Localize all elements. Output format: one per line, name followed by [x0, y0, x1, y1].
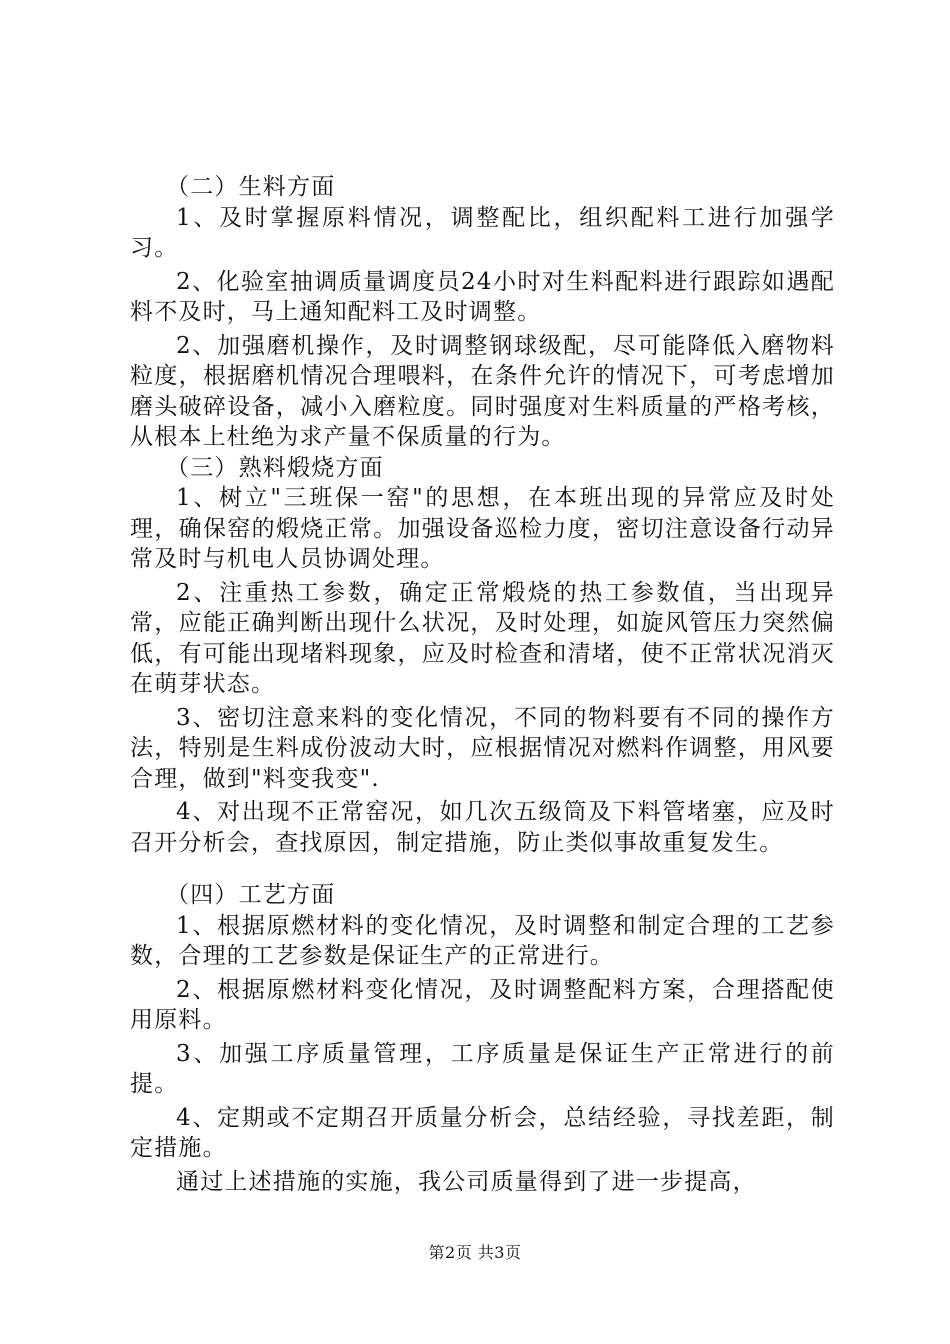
paragraph: 2、加强磨机操作，及时调整钢球级配，尽可能降低入磨物料粒度，根据磨机情况合理喂料，在条件允许的情况下，可考虑增加磨头破碎设备，减小入磨粒度。同时强度对生料质量的严格考核，从根本上杜绝为求产量不保质量的行为。	[130, 332, 835, 450]
paragraph: 3、加强工序质量管理，工序质量是保证生产正常进行的前提。	[130, 1040, 835, 1097]
paragraph: 2、注重热工参数，确定正常煅烧的热工参数值，当出现异常，应能正确判断出现什么状况，及时处理，如旋风管压力突然偏低，有可能出现堵料现象，应及时检查和清堵，使不正常状况消灭在萌芽状态。	[130, 579, 835, 697]
paragraph: 1、根据原燃材料的变化情况，及时调整和制定合理的工艺参数，合理的工艺参数是保证生产的正常进行。	[130, 912, 835, 969]
paragraph: 1、树立"三班保一窑"的思想，在本班出现的异常应及时处理，确保窑的煅烧正常。加强设备巡检力度，密切注意设备行动异常及时与机电人员协调处理。	[130, 485, 835, 572]
section-heading: （二）生料方面	[166, 174, 336, 200]
paragraph: 通过上述措施的实施，我公司质量得到了进一步提高，	[176, 1168, 757, 1195]
section-heading: （三）熟料煅烧方面	[166, 454, 384, 481]
paragraph: 2、化验室抽调质量调度员24小时对生料配料进行跟踪如遇配料不及时，马上通知配料工及时调整。	[130, 268, 835, 325]
paragraph: 2、根据原燃材料变化情况，及时调整配料方案，合理搭配使用原料。	[130, 976, 835, 1033]
paragraph: 4、对出现不正常窑况，如几次五级筒及下料管堵塞，应及时召开分析会，查找原因，制定措施，防止类似事故重复发生。	[130, 799, 835, 856]
paragraph: 4、定期或不定期召开质量分析会，总结经验，寻找差距，制定措施。	[130, 1104, 835, 1161]
page-number-footer: 第2页 共3页	[428, 1243, 522, 1262]
paragraph: 3、密切注意来料的变化情况，不同的物料要有不同的操作方法，特别是生料成份波动大时，应根据情况对燃料作调整，用风要合理，做到"料变我变".	[130, 704, 835, 792]
document-body	[130, 172, 835, 1197]
section-heading: （四）工艺方面	[166, 882, 336, 908]
paragraph: 1、及时掌握原料情况，调整配比，组织配料工进行加强学习。	[130, 204, 835, 261]
